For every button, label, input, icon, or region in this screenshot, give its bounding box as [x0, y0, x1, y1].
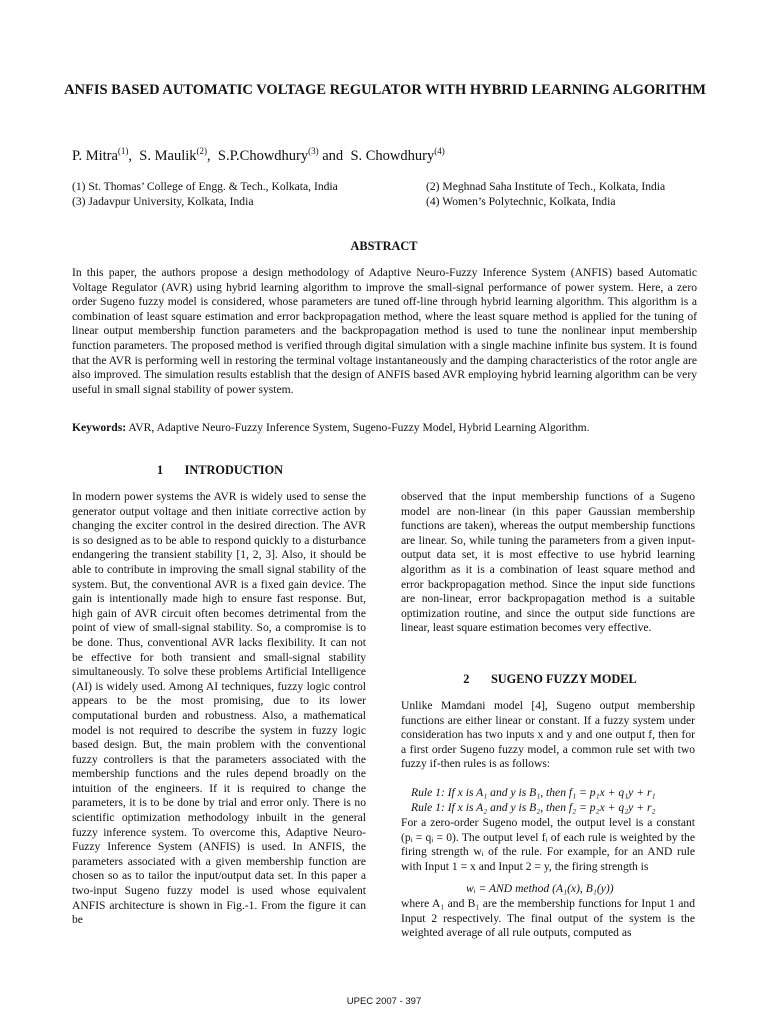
section-1-heading — [120, 463, 320, 478]
section-title: INTRODUCTION — [184, 463, 284, 477]
affiliation-3: (3) Jadavpur University, Kolkata, India — [72, 195, 254, 208]
author-sup: (2) — [196, 146, 207, 156]
section-title: SUGENO FUZZY MODEL — [490, 672, 637, 686]
sugeno-text-3: where A₁ and B₁ are the membership functions for Input 1 and Input 2 respectively. The final output of the system is the weighted average of all rule outputs, computed as — [401, 897, 695, 940]
section-2-heading — [420, 672, 680, 687]
abstract-text: In this paper, the authors propose a design methodology of Adaptive Neuro-Fuzzy Inference System (ANFIS) based Automatic Voltage Regulator (AVR) using hybrid learning algorithm to improve the small-signal performance of power system. Here, a zero order Sugeno fuzzy model is considered, whose parameters are tuned off-line through hybrid learning algorithm. This algorithm is a combination of least square estimation and error backpropagation method, where the least square method is applied for the tuning of linear output membership function parameters and the backpropagation method is used to tune the nonlinear input membership function parameters. The proposed method is verified through digital simulation with a single machine infinite bus system. It is found that the AVR is performing well in restoring the terminal voltage instantaneously and the damping characteristics of the rotor angle are also improved. The simulation results establish that the design of ANFIS based AVR employing hybrid learning algorithm can be very useful in small signal stability of power system. — [72, 266, 697, 396]
abstract-heading: ABSTRACT — [350, 239, 418, 253]
author-name: S. Maulik — [139, 147, 197, 164]
firing-strength-equation: wᵢ = AND method (A₁(x), B₁(y)) — [466, 882, 614, 895]
author-sup: (3) — [308, 146, 319, 156]
affiliation-4: (4) Women’s Polytechnic, Kolkata, India — [426, 195, 616, 208]
author-line: P. Mitra$^{(1)}$, S. Maulik$^{(2)}$, S.P.Chowdhury$^{(3)}$ and S. Chowdhury$^{(4)}$ — [72, 146, 445, 164]
rule-1: Rule 1: If x is A₁ and y is B₁, then f₁ = p₁x + q₁y + r₁ — [411, 786, 656, 799]
col2-text: observed that the input membership functions of a Sugeno model are non-linear (in this paper Gaussian membership functions are taken), whereas the output membership functions are linear. So, while tuning the parameters from a given input-output data set, it is most effective to use hybrid learning algorithm as it is a combination of least square method and error backpropagation method. Since the input side functions are non-linear, error backpropagation method is a suitable optimization routine, and since the output side functions are linear, least square estimation becomes very effective. — [401, 490, 695, 635]
page-footer: UPEC 2007 - 397 — [346, 996, 422, 1007]
keywords-label: Keywords: — [72, 421, 127, 434]
paper-title: ANFIS BASED AUTOMATIC VOLTAGE REGULATOR WITH HYBRID LEARNING ALGORITHM — [64, 82, 706, 98]
intro-text: In modern power systems the AVR is widely used to sense the generator output voltage and then initiate corrective action by changing the exciter control in the desired direction. The AVR is so designed as to be able to respond quickly to a disturbance endangering the transient stability [1, 2, 3]. Also, it should be able to contribute in improving the small signal stability of the system. But, the conventional AVR is a fixed gain device. The gain is intentionally made high to ensure fast response. But, high gain of AVR circuit often becomes detrimental from the point of view of small-signal stability. So, a compromise is to be done. Thus, conventional AVR lacks flexibility. It can not be effective for both transient and small-signal stability simultaneously. To solve these problems Artificial Intelligence (AI) is widely used. Among AI techniques, fuzzy logic control appears to be the most promising, due to its lower computational burden and robustness. Also, a mathematical model is not required to describe the system in fuzzy logic based design. But, the main problem with the conventional fuzzy controllers is that the parameters associated with the membership functions and the rules depend broadly on the intuition of the engineers. If it is required to change the parameters, it is to be done by trial and error only. There is no scientific optimization methodology inbuilt in the general fuzzy inference system. To overcome this, Adaptive Neuro-Fuzzy Inference System (ANFIS) is used. In ANFIS, the parameters associated with a given membership function are chosen so as to tailor the input/output data set. In this paper a two-input Sugeno fuzzy model is used whose equivalent ANFIS architecture is shown in Fig.-1. From the figure it can be — [72, 490, 366, 927]
section-number: 2 — [463, 672, 470, 686]
rule-2: Rule 1: If x is A₂ and y is B₂, then f₂ = p₂x + q₂y + r₂ — [411, 801, 656, 814]
keywords-line — [72, 421, 590, 434]
section-number: 1 — [156, 463, 164, 477]
author-sup: (1) — [117, 146, 129, 156]
author-name: P. Mitra — [72, 147, 118, 164]
author-name: S.P.Chowdhury — [217, 147, 309, 164]
author-joiner: and — [322, 147, 344, 164]
affiliation-2: (2) Meghnad Saha Institute of Tech., Kolkata, India — [426, 180, 666, 193]
author-sup: (4) — [434, 146, 445, 156]
keywords-text: AVR, Adaptive Neuro-Fuzzy Inference System, Sugeno-Fuzzy Model, Hybrid Learning Algorithm. — [128, 421, 590, 434]
sugeno-text: Unlike Mamdani model [4], Sugeno output membership functions are either linear or constant. If a fuzzy system under consideration has two inputs x and y and one output f, then for a first order Sugeno fuzzy model, a common rule set with two fuzzy if-then rules is as follows: — [401, 699, 695, 771]
sugeno-text-2: For a zero-order Sugeno model, the output level is a constant (pᵢ = qᵢ = 0). The output level fᵢ of each rule is weighted by the firing strength wᵢ of the rule. For example, for an AND rule with Input 1 = x and Input 2 = y, the firing strength is — [401, 816, 695, 873]
author-name: S. Chowdhury — [350, 147, 435, 164]
affiliation-1: (1) St. Thomas’ College of Engg. & Tech., Kolkata, India — [72, 180, 338, 193]
